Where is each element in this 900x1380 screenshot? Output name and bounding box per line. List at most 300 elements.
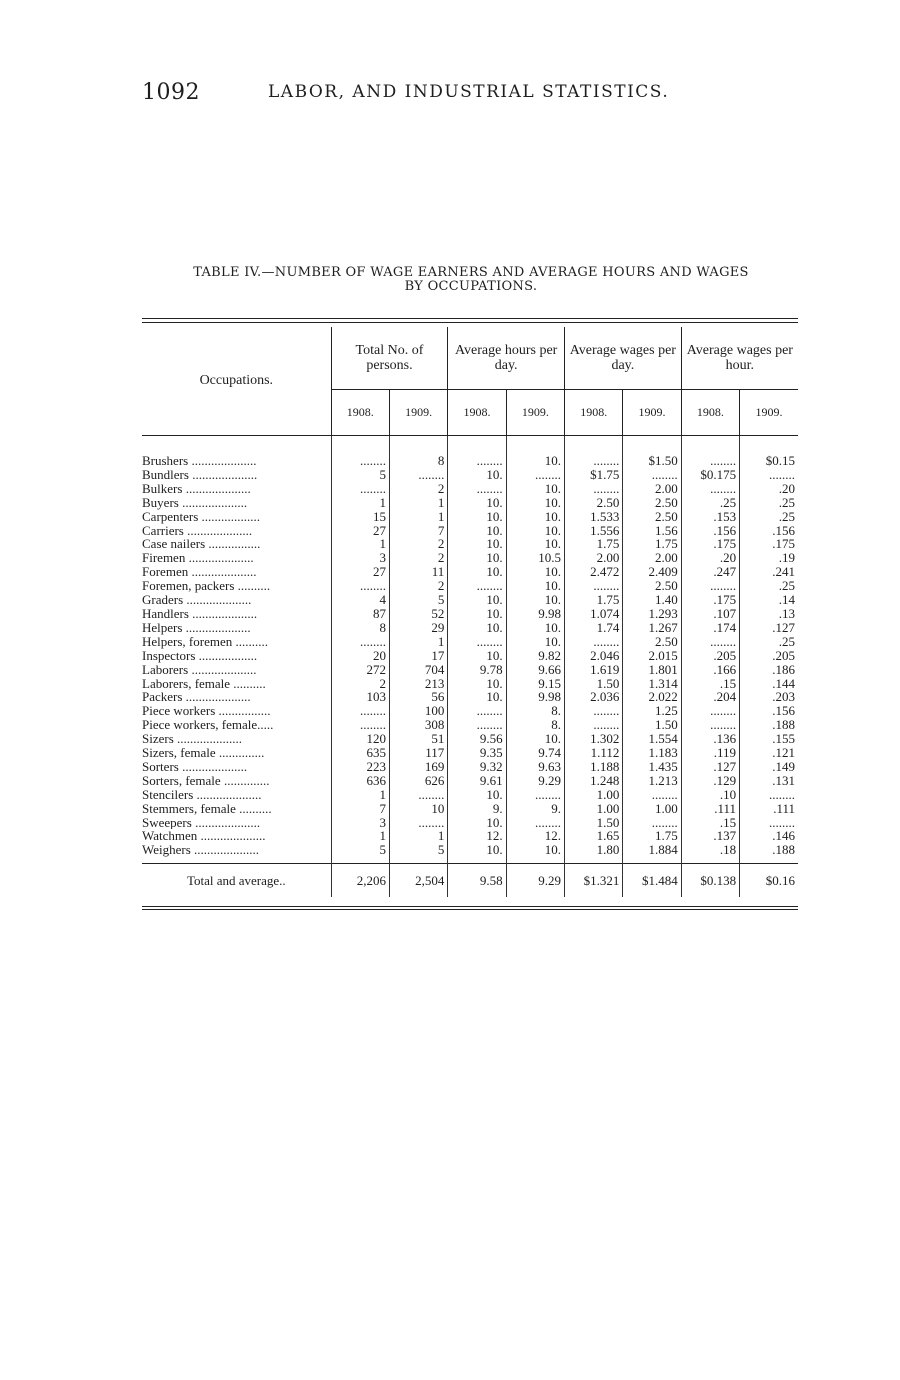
table-row — [142, 677, 798, 691]
table-cell: 9. — [506, 802, 564, 816]
table-cell: 1.183 — [623, 746, 681, 760]
table-cell: 9.82 — [506, 649, 564, 663]
table-cell: 2.50 — [565, 496, 623, 510]
table-cell: 10. — [448, 496, 506, 510]
table-cell: ........ — [681, 436, 739, 468]
table-cell: 1 — [389, 635, 447, 649]
table-cell: ........ — [681, 635, 739, 649]
occupation-name: Case nailers ................ — [142, 537, 261, 552]
table-cell: 2 — [389, 579, 447, 593]
table-cell: 10. — [506, 436, 564, 468]
table-row — [142, 746, 798, 760]
table-cell: ........ — [740, 468, 798, 482]
occupation-name: Piece workers, female..... — [142, 718, 274, 733]
total-cell: $1.321 — [565, 864, 623, 898]
table-cell: 15 — [331, 510, 389, 524]
table-cell: 10 — [389, 802, 447, 816]
table-cell: 2.50 — [623, 635, 681, 649]
table-cell: 1.267 — [623, 621, 681, 635]
table-cell: 1.884 — [623, 843, 681, 863]
group-header-hours-per-day: Average hours per day. — [448, 327, 565, 390]
table-cell: .205 — [740, 649, 798, 663]
table-cell: .175 — [681, 537, 739, 551]
table-cell: 10. — [506, 579, 564, 593]
table-cell: 117 — [389, 746, 447, 760]
occupation-name: Foremen, packers .......... — [142, 579, 271, 594]
table-row — [142, 843, 798, 863]
occupation-name: Weighers .................... — [142, 843, 260, 858]
table-cell: .155 — [740, 732, 798, 746]
occupation-name: Inspectors .................. — [142, 648, 258, 663]
table-cell: 1.80 — [565, 843, 623, 863]
occupation-name: Sorters .................... — [142, 759, 248, 774]
table-cell: $1.50 — [623, 436, 681, 468]
table-cell: 10. — [448, 690, 506, 704]
table-cell: 17 — [389, 649, 447, 663]
table-cell: ........ — [506, 788, 564, 802]
table-cell: .25 — [740, 579, 798, 593]
table-cell: 2.046 — [565, 649, 623, 663]
table-cell: 1.75 — [565, 593, 623, 607]
occupation-name: Laborers .................... — [142, 662, 257, 677]
table-cell: ........ — [565, 704, 623, 718]
table-cell: .144 — [740, 677, 798, 691]
table-cell: .203 — [740, 690, 798, 704]
table-cell: 9.98 — [506, 690, 564, 704]
table-cell: .188 — [740, 843, 798, 863]
table-cell: ........ — [448, 436, 506, 468]
bottom-rule — [142, 906, 798, 907]
table-cell: 1.00 — [565, 802, 623, 816]
table-cell: 1.293 — [623, 607, 681, 621]
table-cell: 2.00 — [623, 482, 681, 496]
table-cell: ........ — [681, 718, 739, 732]
table-cell: 1.75 — [565, 537, 623, 551]
occupation-name: Buyers .................... — [142, 495, 248, 510]
occupation-name: Carpenters .................. — [142, 509, 261, 524]
table-row — [142, 788, 798, 802]
table-cell: 56 — [389, 690, 447, 704]
top-rule-double — [142, 322, 798, 323]
table-cell: 10. — [448, 565, 506, 579]
occupation-name: Firemen .................... — [142, 551, 254, 566]
table-row — [142, 436, 798, 468]
group-header-wages-per-hour: Average wages per hour. — [681, 327, 798, 390]
table-row — [142, 621, 798, 635]
table-cell: .25 — [740, 635, 798, 649]
table-row — [142, 496, 798, 510]
table-cell: 3 — [331, 816, 389, 830]
table-cell: 1.56 — [623, 524, 681, 538]
table-cell: ........ — [331, 482, 389, 496]
table-cell: 9.61 — [448, 774, 506, 788]
table-row — [142, 649, 798, 663]
table-cell: 10. — [506, 510, 564, 524]
wages-table — [142, 327, 798, 897]
year-header: 1909. — [740, 390, 798, 436]
table-cell: 1 — [389, 496, 447, 510]
table-cell: .127 — [740, 621, 798, 635]
table-cell: .241 — [740, 565, 798, 579]
table-cell: ........ — [565, 718, 623, 732]
table-cell: 1.554 — [623, 732, 681, 746]
occupation-name: Bulkers .................... — [142, 481, 251, 496]
table-cell: 2 — [331, 677, 389, 691]
table-cell: ........ — [623, 468, 681, 482]
table-row — [142, 524, 798, 538]
table-cell: 1.213 — [623, 774, 681, 788]
table-row — [142, 468, 798, 482]
table-row — [142, 774, 798, 788]
table-title-line-1: TABLE IV.—NUMBER OF WAGE EARNERS AND AVERAGE HOURS AND WAGES — [193, 265, 749, 280]
table-cell: 5 — [331, 843, 389, 863]
table-cell: .188 — [740, 718, 798, 732]
total-label: Total and average.. — [142, 864, 331, 898]
table-cell: .204 — [681, 690, 739, 704]
table-cell: 2.015 — [623, 649, 681, 663]
table-cell: 7 — [389, 524, 447, 538]
table-cell: .127 — [681, 760, 739, 774]
table-cell: 1.25 — [623, 704, 681, 718]
occupation-name: Brushers .................... — [142, 453, 257, 468]
table-cell: 27 — [331, 524, 389, 538]
total-cell: $0.16 — [740, 864, 798, 898]
table-cell: 1 — [389, 510, 447, 524]
occupation-name: Laborers, female .......... — [142, 676, 266, 691]
top-rule — [142, 318, 798, 319]
table-cell: ........ — [331, 579, 389, 593]
bottom-rule-double — [142, 909, 798, 910]
table-cell: 9.35 — [448, 746, 506, 760]
table-cell: 1.556 — [565, 524, 623, 538]
table-cell: .20 — [681, 551, 739, 565]
table-cell: 223 — [331, 760, 389, 774]
total-cell: 9.29 — [506, 864, 564, 898]
occupation-name: Sizers .................... — [142, 732, 243, 747]
table-cell: .15 — [681, 816, 739, 830]
table-cell: 10. — [448, 649, 506, 663]
table-cell: 10. — [448, 788, 506, 802]
table-cell: .136 — [681, 732, 739, 746]
table-title-line-2: BY OCCUPATIONS. — [404, 279, 538, 294]
page-number: 1092 — [142, 80, 200, 105]
table-cell: 8. — [506, 704, 564, 718]
table-cell: 10. — [448, 510, 506, 524]
table-cell: 1.074 — [565, 607, 623, 621]
table-cell: 7 — [331, 802, 389, 816]
table-cell: $1.75 — [565, 468, 623, 482]
group-header-wages-per-day: Average wages per day. — [565, 327, 682, 390]
table-cell: 2.00 — [565, 551, 623, 565]
table-row — [142, 704, 798, 718]
table-cell: 1 — [389, 829, 447, 843]
table-cell: 52 — [389, 607, 447, 621]
table-cell: 1.74 — [565, 621, 623, 635]
year-header: 1908. — [681, 390, 739, 436]
table-cell: 87 — [331, 607, 389, 621]
table-row — [142, 635, 798, 649]
table-cell: ........ — [331, 436, 389, 468]
table-row — [142, 732, 798, 746]
table-cell: 8 — [331, 621, 389, 635]
table-cell: .13 — [740, 607, 798, 621]
total-cell: 9.58 — [448, 864, 506, 898]
table-cell: 3 — [331, 551, 389, 565]
occupation-name: Helpers, foremen .......... — [142, 634, 268, 649]
table-cell: ........ — [448, 635, 506, 649]
table-cell: 2.036 — [565, 690, 623, 704]
year-header: 1908. — [565, 390, 623, 436]
table-cell: 1.619 — [565, 663, 623, 677]
table-cell: $0.15 — [740, 436, 798, 468]
running-head: LABOR, AND INDUSTRIAL STATISTICS. — [268, 82, 670, 102]
table-cell: 1.314 — [623, 677, 681, 691]
occupation-name: Bundlers .................... — [142, 467, 258, 482]
table-cell: .20 — [740, 482, 798, 496]
table-cell: 1.248 — [565, 774, 623, 788]
table-cell: 10. — [506, 843, 564, 863]
table-cell: 2 — [389, 482, 447, 496]
table-cell: .25 — [681, 496, 739, 510]
table-cell: 10. — [448, 468, 506, 482]
table-cell: 10. — [506, 635, 564, 649]
table-cell: .186 — [740, 663, 798, 677]
table-cell: .19 — [740, 551, 798, 565]
year-header: 1908. — [448, 390, 506, 436]
occupation-name: Sorters, female .............. — [142, 773, 270, 788]
table-cell: 10. — [448, 816, 506, 830]
table-cell: 704 — [389, 663, 447, 677]
table-cell: 51 — [389, 732, 447, 746]
occupation-name: Packers .................... — [142, 690, 251, 705]
table-cell: 2.472 — [565, 565, 623, 579]
table-row — [142, 802, 798, 816]
table-cell: 2 — [389, 551, 447, 565]
table-cell: ........ — [448, 579, 506, 593]
total-cell: 2,504 — [389, 864, 447, 898]
table-body — [142, 436, 798, 864]
table-cell: 272 — [331, 663, 389, 677]
table-cell: 1.65 — [565, 829, 623, 843]
page-header — [142, 80, 802, 110]
table-cell: 1.533 — [565, 510, 623, 524]
table-cell: 2.409 — [623, 565, 681, 579]
table-cell: 10. — [506, 482, 564, 496]
table-cell: 1.75 — [623, 537, 681, 551]
table-cell: 1.188 — [565, 760, 623, 774]
total-cell: 2,206 — [331, 864, 389, 898]
year-header: 1909. — [506, 390, 564, 436]
table-cell: 636 — [331, 774, 389, 788]
table-cell: 10. — [448, 551, 506, 565]
table-row — [142, 829, 798, 843]
table-row — [142, 690, 798, 704]
table-cell: 2 — [389, 537, 447, 551]
table-cell: 169 — [389, 760, 447, 774]
table-cell: .175 — [740, 537, 798, 551]
table-cell: ........ — [565, 579, 623, 593]
table-cell: 1.50 — [565, 816, 623, 830]
table-cell: 9.78 — [448, 663, 506, 677]
occupation-name: Foremen .................... — [142, 565, 257, 580]
occupation-name: Watchmen .................... — [142, 829, 266, 844]
table-cell: ........ — [565, 436, 623, 468]
table-cell: 4 — [331, 593, 389, 607]
table-row — [142, 551, 798, 565]
occupation-name: Piece workers ................ — [142, 704, 271, 719]
table-cell: 10. — [448, 537, 506, 551]
table-row — [142, 663, 798, 677]
table-cell: 10. — [448, 524, 506, 538]
occupation-name: Helpers .................... — [142, 620, 251, 635]
table-cell: .119 — [681, 746, 739, 760]
table-cell: .25 — [740, 496, 798, 510]
table-cell: .14 — [740, 593, 798, 607]
table-cell: 10.5 — [506, 551, 564, 565]
table-cell: .247 — [681, 565, 739, 579]
table-cell: .107 — [681, 607, 739, 621]
table-cell: ........ — [506, 816, 564, 830]
occupation-name: Graders .................... — [142, 593, 252, 607]
table-row — [142, 510, 798, 524]
table-cell: ........ — [740, 788, 798, 802]
table-cell: 213 — [389, 677, 447, 691]
table-cell: .153 — [681, 510, 739, 524]
table-cell: 1.00 — [565, 788, 623, 802]
table-cell: ........ — [389, 468, 447, 482]
table-cell: ........ — [681, 579, 739, 593]
year-header: 1909. — [389, 390, 447, 436]
table-cell: 10. — [506, 537, 564, 551]
table-cell: 1.00 — [623, 802, 681, 816]
table-cell: 308 — [389, 718, 447, 732]
table-cell: 5 — [389, 593, 447, 607]
table-cell: ........ — [681, 704, 739, 718]
table-cell: .111 — [681, 802, 739, 816]
total-cell: $1.484 — [623, 864, 681, 898]
table-cell: ........ — [681, 482, 739, 496]
table-cell: ........ — [389, 816, 447, 830]
table-cell: .121 — [740, 746, 798, 760]
table-cell: 29 — [389, 621, 447, 635]
table-cell: 1.112 — [565, 746, 623, 760]
table-cell: 9.63 — [506, 760, 564, 774]
table-row — [142, 607, 798, 621]
table-cell: 103 — [331, 690, 389, 704]
table-cell: ........ — [565, 482, 623, 496]
table-cell: 10. — [448, 607, 506, 621]
table-cell: 2.00 — [623, 551, 681, 565]
group-header-total-persons: Total No. of persons. — [331, 327, 448, 390]
table-cell: 1.50 — [623, 718, 681, 732]
occupation-name: Stemmers, female .......... — [142, 801, 272, 816]
table-cell: 9.66 — [506, 663, 564, 677]
table-cell: ........ — [389, 788, 447, 802]
table-cell: .15 — [681, 677, 739, 691]
table-cell: 10. — [448, 843, 506, 863]
table-cell: 120 — [331, 732, 389, 746]
table-cell: 12. — [506, 829, 564, 843]
table-cell: 9.56 — [448, 732, 506, 746]
occupation-name: Handlers .................... — [142, 606, 258, 621]
table-cell: ........ — [331, 635, 389, 649]
table-cell: 9.29 — [506, 774, 564, 788]
table-cell: 1.75 — [623, 829, 681, 843]
table-cell: ........ — [623, 788, 681, 802]
table-cell: 9. — [448, 802, 506, 816]
table-cell: ........ — [623, 816, 681, 830]
table-cell: 10. — [506, 524, 564, 538]
table-cell: 9.15 — [506, 677, 564, 691]
table-row — [142, 760, 798, 774]
table-cell: 10. — [506, 621, 564, 635]
table-cell: 9.74 — [506, 746, 564, 760]
table-cell: 1.50 — [565, 677, 623, 691]
year-header: 1909. — [623, 390, 681, 436]
table-cell: 1.435 — [623, 760, 681, 774]
table-cell: 1.801 — [623, 663, 681, 677]
table-cell: 10. — [448, 593, 506, 607]
table-cell: .156 — [681, 524, 739, 538]
table-row — [142, 579, 798, 593]
table-cell: 2.50 — [623, 510, 681, 524]
table-row — [142, 482, 798, 496]
table-cell: 1.302 — [565, 732, 623, 746]
occupation-name: Sweepers .................... — [142, 815, 261, 830]
table-cell: .25 — [740, 510, 798, 524]
table-cell: 8 — [389, 436, 447, 468]
total-cell: $0.138 — [681, 864, 739, 898]
table-row — [142, 537, 798, 551]
table-cell: .175 — [681, 593, 739, 607]
table-cell: 20 — [331, 649, 389, 663]
table-cell: ........ — [448, 482, 506, 496]
table-cell: .10 — [681, 788, 739, 802]
table-cell: 12. — [448, 829, 506, 843]
table-cell: .156 — [740, 704, 798, 718]
table-cell: 10. — [506, 593, 564, 607]
table-cell: 27 — [331, 565, 389, 579]
table-cell: ........ — [506, 468, 564, 482]
table-cell: $0.175 — [681, 468, 739, 482]
table-cell: 9.98 — [506, 607, 564, 621]
table-cell: .149 — [740, 760, 798, 774]
table-cell: .129 — [681, 774, 739, 788]
table-cell: ........ — [740, 816, 798, 830]
table-cell: .166 — [681, 663, 739, 677]
table-cell: 10. — [448, 677, 506, 691]
table-cell: .137 — [681, 829, 739, 843]
occupations-header: Occupations. — [142, 327, 331, 436]
table-cell: 10. — [506, 496, 564, 510]
table-cell: .131 — [740, 774, 798, 788]
table-cell: ........ — [448, 704, 506, 718]
table-cell: 1.40 — [623, 593, 681, 607]
table-cell: 2.022 — [623, 690, 681, 704]
table-cell: .146 — [740, 829, 798, 843]
table-row — [142, 593, 798, 607]
table-cell: .205 — [681, 649, 739, 663]
table-cell: .18 — [681, 843, 739, 863]
table-cell: .111 — [740, 802, 798, 816]
table-cell: 2.50 — [623, 496, 681, 510]
group-header-row — [142, 327, 798, 390]
occupation-name: Sizers, female .............. — [142, 746, 265, 760]
table-cell: 11 — [389, 565, 447, 579]
table-cell: 100 — [389, 704, 447, 718]
table-title — [140, 266, 802, 294]
table-cell: 10. — [506, 565, 564, 579]
